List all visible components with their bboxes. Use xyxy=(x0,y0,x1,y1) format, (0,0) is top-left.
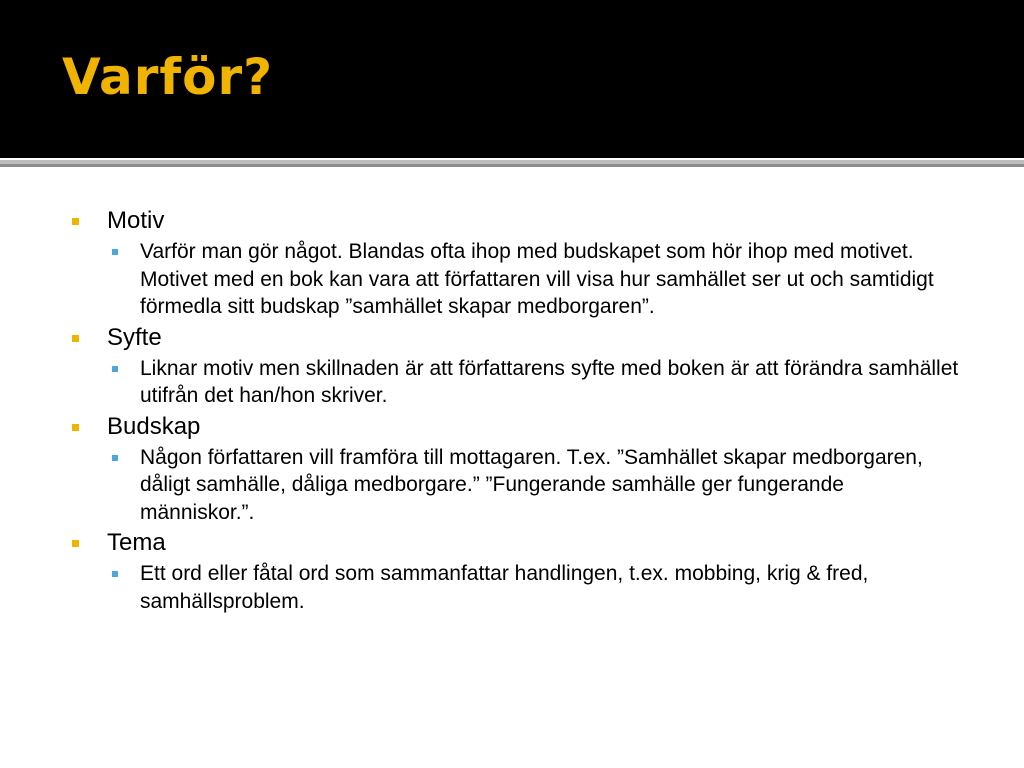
sub-bullet-syfte xyxy=(106,355,960,410)
bullet-syfte xyxy=(72,323,972,353)
title-bar xyxy=(0,0,1024,158)
slide-title: Varför? xyxy=(62,48,274,106)
sub-bullet-text: Liknar motiv men skillnaden är att författarens syfte med boken är att förändra samhället utifrån det han/hon skriver. xyxy=(140,356,959,407)
sub-bullet-text: Ett ord eller fåtal ord som sammanfattar handlingen, t.ex. mobbing, krig & fred, samhällsproblem. xyxy=(140,562,869,613)
bullet-heading: Syfte xyxy=(107,323,162,351)
bullet-heading: Budskap xyxy=(107,412,201,440)
bullet-budskap xyxy=(72,412,972,442)
header-divider-shadow xyxy=(0,164,1024,167)
square-bullet-icon xyxy=(72,424,79,431)
square-bullet-icon xyxy=(112,455,118,461)
square-bullet-icon xyxy=(72,335,79,342)
bullet-tema xyxy=(72,528,972,558)
bullet-heading: Tema xyxy=(107,529,166,556)
slide-body xyxy=(72,206,972,617)
sub-bullet-text: Någon författaren vill framföra till mottagaren. T.ex. ”Samhället skapar medborgaren, dåligt samhälle, dåliga medborgare.” ”Fungerande samhälle ger fungerande människor.”. xyxy=(140,445,923,524)
sub-bullet-motiv xyxy=(106,238,960,321)
square-bullet-icon xyxy=(112,571,118,577)
bullet-heading: Motiv xyxy=(107,207,165,234)
square-bullet-icon xyxy=(112,366,118,372)
square-bullet-icon xyxy=(72,218,79,225)
sub-bullet-text: Varför man gör något. Blandas ofta ihop med budskapet som hör ihop med motivet. Motivet med en bok kan vara att författaren vill visa hur samhället ser ut och samtidigt förmedla sitt budskap ”samhället skapar medborgaren”. xyxy=(140,240,934,318)
sub-bullet-tema xyxy=(106,560,960,615)
sub-bullet-budskap xyxy=(106,444,960,527)
square-bullet-icon xyxy=(112,249,118,255)
square-bullet-icon xyxy=(72,540,79,547)
bullet-motiv xyxy=(72,206,972,236)
